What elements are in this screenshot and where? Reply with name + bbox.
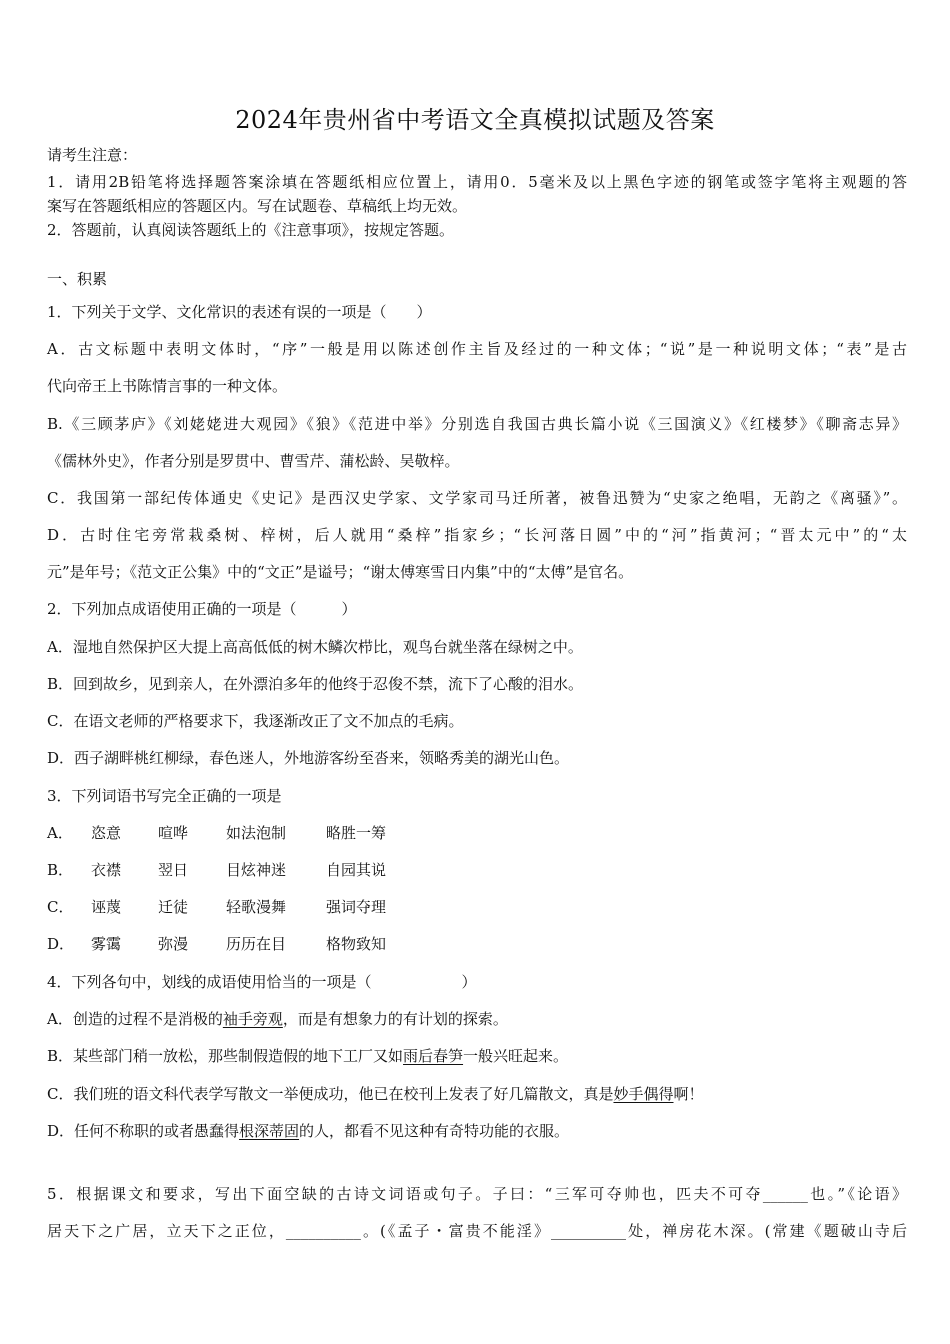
q4-option-a-post: ，而是有想象力的有计划的探索。 (282, 1010, 508, 1028)
q1-option-a-line-2: 代向帝王上书陈情言事的一种文体。 (47, 377, 288, 395)
q2-stem: 2．下列加点成语使用正确的一项是（ ） (47, 600, 357, 618)
q2-option-a: A．湿地自然保护区大提上高高低低的树木鳞次栉比，观鸟台就坐落在绿树之中。 (47, 638, 583, 656)
q1-option-b-line-2: 《儒林外史》，作者分别是罗贯中、曹雪芹、蒲松龄、吴敬梓。 (47, 452, 460, 470)
q4-option-b-underlined-idiom: 雨后春笋 (403, 1047, 464, 1065)
q1-option-c-line-1: C．我国第一部纪传体通史《史记》是西汉史学家、文学家司马迁所著，被鲁迅赞为“史家之绝唱，无韵之《离骚》”。 (47, 489, 907, 507)
q1-option-b-line-1: B.《三顾茅庐》《刘姥姥进大观园》《狼》《范进中举》分别选自我国古典长篇小说《三国演义》《红楼梦》《聊斋志异》 (47, 415, 907, 433)
q4-option-a (47, 1008, 907, 1029)
q3-word: 强词夺理 (326, 898, 387, 916)
q4-option-c-post: 啊！ (673, 1085, 704, 1103)
notice-heading: 请考生注意： (47, 146, 138, 164)
page-title: 2024年贵州省中考语文全真模拟试题及答案 (235, 106, 715, 134)
q3-word: 自园其说 (326, 861, 387, 879)
q3-word: 雾霭 (91, 935, 122, 953)
q3-word: 如法泡制 (226, 824, 287, 842)
notice-item-1-line-2: 案写在答题纸相应的答题区内。写在试题卷、草稿纸上均无效。 (47, 197, 468, 215)
q3-option-d (47, 933, 907, 954)
q4-option-b-post: 一般兴旺起来。 (463, 1047, 569, 1065)
q3-word: 衣襟 (91, 861, 122, 879)
q3-option-label: D． (47, 935, 75, 953)
q4-option-c (47, 1083, 907, 1104)
q3-word: 恣意 (91, 824, 122, 842)
q3-word: 迁徒 (158, 898, 189, 916)
q1-stem: 1．下列关于文学、文化常识的表述有误的一项是（ ） (47, 303, 432, 321)
notice-item-1-line-1: 1．请用2B铅笔将选择题答案涂填在答题纸相应位置上，请用0．5毫米及以上黑色字迹的钢笔或签字笔将主观题的答 (47, 173, 907, 191)
q3-option-label: A． (47, 824, 73, 842)
q4-option-b (47, 1045, 907, 1066)
q4-option-d-post: 的人，都看不见这种有奇特功能的衣服。 (299, 1122, 570, 1140)
q3-option-a (47, 822, 907, 843)
q3-word: 轻歌漫舞 (226, 898, 287, 916)
q3-word: 格物致知 (326, 935, 387, 953)
q1-option-d-line-2: 元”是年号；《范文正公集》中的“文正”是谥号；“谢太傅寒雪日内集”中的“太傅”是官名。 (47, 563, 634, 581)
q5-line-2: 居天下之广居，立天下之正位，__________。(《孟子・富贵不能淫》__________处，禅房花木深。(常建《题破山寺后 (47, 1222, 907, 1240)
q3-word: 历历在目 (226, 935, 287, 953)
q3-word: 诬蔑 (91, 898, 122, 916)
q1-option-a-line-1: A．古文标题中表明文体时，“序”一般是用以陈述创作主旨及经过的一种文体；“说”是一种说明文体；“表”是古 (47, 340, 907, 358)
q3-word: 略胜一筹 (326, 824, 387, 842)
q4-option-b-pre: B．某些部门稍一放松，那些制假造假的地下工厂又如 (47, 1047, 404, 1065)
section-heading: 一、积累 (47, 270, 108, 288)
q4-option-a-underlined-idiom: 袖手旁观 (222, 1010, 283, 1028)
q2-option-b: B．回到故乡，见到亲人，在外漂泊多年的他终于忍俊不禁，流下了心酸的泪水。 (47, 675, 584, 693)
q4-option-a-pre: A．创造的过程不是消极的 (47, 1010, 223, 1028)
q3-stem: 3．下列词语书写完全正确的一项是 (47, 787, 282, 805)
q3-option-label: C． (47, 898, 74, 916)
q3-word: 翌日 (158, 861, 189, 879)
q5-line-1: 5．根据课文和要求，写出下面空缺的古诗文词语或句子。子曰：“三军可夺帅也，匹夫不可夺______也。”《论语》 (47, 1185, 907, 1203)
q1-option-d-line-1: D．古时住宅旁常栽桑树、梓树，后人就用“桑梓”指家乡；“长河落日圆”中的“河”指黄河；“晋太元中”的“太 (47, 526, 907, 544)
q3-word: 弥漫 (158, 935, 189, 953)
q4-option-c-underlined-idiom: 妙手偶得 (613, 1085, 674, 1103)
q2-option-d: D．西子湖畔桃红柳绿，春色迷人，外地游客纷至沓来，领略秀美的湖光山色。 (47, 749, 570, 767)
q2-option-c: C．在语文老师的严格要求下，我逐渐改正了文不加点的毛病。 (47, 712, 464, 730)
q4-stem: 4．下列各句中，划线的成语使用恰当的一项是（ ） (47, 973, 477, 991)
q3-option-c (47, 896, 907, 917)
q4-option-d (47, 1120, 907, 1141)
q4-option-d-pre: D．任何不称职的或者愚蠢得 (47, 1122, 240, 1140)
q4-option-d-underlined-idiom: 根深蒂固 (239, 1122, 300, 1140)
q3-word: 喧哗 (158, 824, 189, 842)
q3-option-b (47, 859, 907, 880)
q4-option-c-pre: C．我们班的语文科代表学写散文一举便成功，他已在校刊上发表了好几篇散文，真是 (47, 1085, 614, 1103)
q3-word: 目炫神迷 (226, 861, 287, 879)
notice-item-2: 2．答题前，认真阅读答题纸上的《注意事项》，按规定答题。 (47, 221, 455, 239)
q3-option-label: B． (47, 861, 74, 879)
